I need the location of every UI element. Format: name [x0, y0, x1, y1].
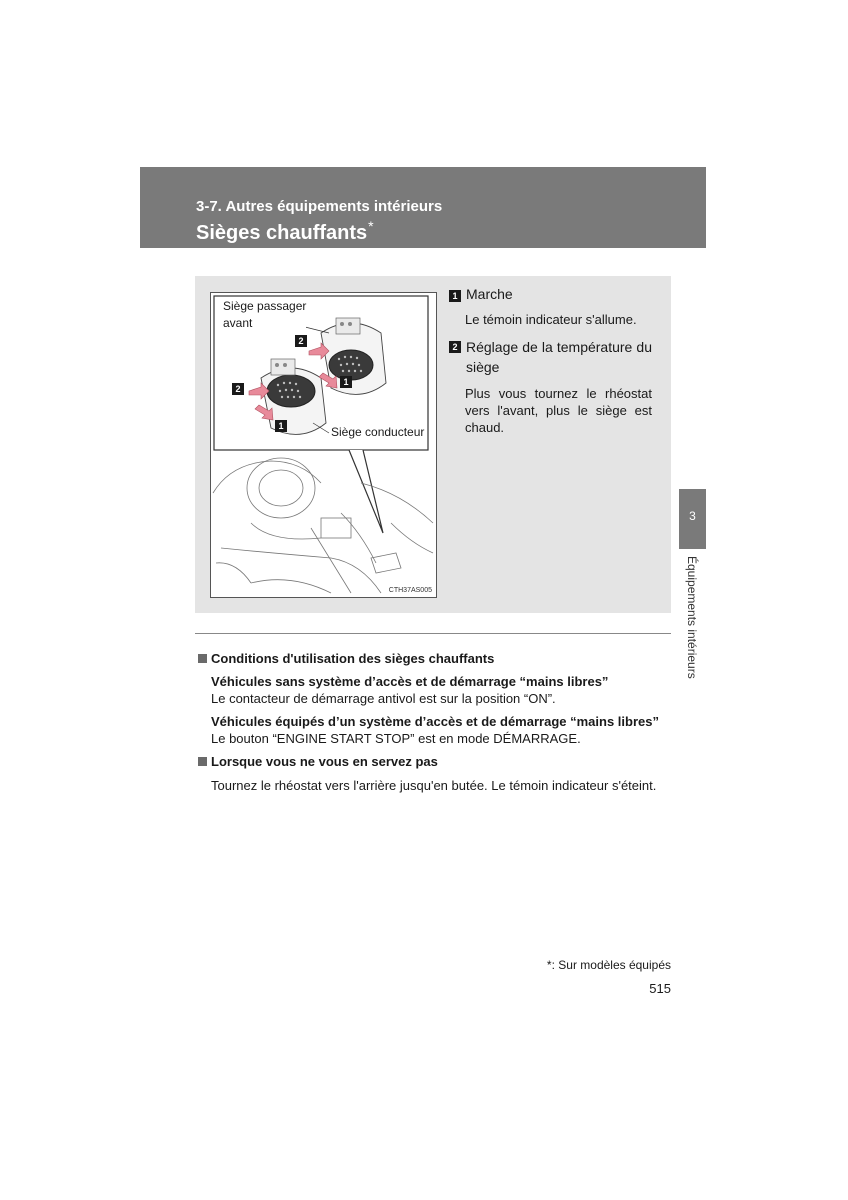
not-in-use-heading	[198, 753, 666, 770]
conditions-heading-text: Conditions d'utilisation des sièges chauffants	[211, 651, 495, 666]
legend-badge-1: 1	[449, 290, 461, 302]
callout-2-driver: 2	[232, 383, 244, 395]
divider	[195, 633, 671, 634]
callout-1-passenger: 1	[340, 376, 352, 388]
square-bullet-icon	[198, 757, 207, 766]
conditions-heading	[198, 650, 666, 667]
label-passenger-seat	[223, 298, 306, 332]
conditions-sub2-text: Le bouton “ENGINE START STOP” est en mode DÉMARRAGE.	[211, 731, 581, 746]
callout-pointer	[349, 450, 383, 533]
legend	[449, 286, 652, 436]
not-in-use-text: Tournez le rhéostat vers l'arrière jusqu'en butée. Le témoin indicateur s'éteint.	[211, 778, 657, 793]
not-in-use-heading-text: Lorsque vous ne vous en servez pas	[211, 754, 438, 769]
chapter-number: 3	[689, 509, 696, 523]
legend-desc-1: Le témoin indicateur s'allume.	[465, 312, 637, 327]
chapter-tab	[679, 489, 706, 549]
square-bullet-icon	[198, 654, 207, 663]
footnote: *: Sur modèles équipés	[546, 958, 671, 972]
notes	[198, 650, 666, 794]
legend-title-1: Marche	[466, 286, 513, 302]
legend-item-2	[449, 337, 652, 377]
footnote-mark: *	[368, 218, 374, 234]
label-passenger-line2: avant	[223, 316, 253, 330]
figure-code: CTH37AS005	[388, 587, 432, 594]
section-title: 3-7. Autres équipements intérieurs	[196, 198, 443, 215]
page-number: 515	[649, 981, 671, 996]
legend-item-1	[449, 286, 652, 302]
legend-title-2: Réglage de la température du siège	[466, 339, 652, 375]
cabin-background	[213, 458, 433, 593]
chapter-label-text: Équipements intérieurs	[685, 556, 699, 679]
conditions-sub1-title: Véhicules sans système d’accès et de démarrage “mains libres”	[211, 674, 609, 689]
figure-panel	[195, 276, 671, 613]
label-passenger-line1: Siège passager	[223, 299, 307, 313]
page-title-text: Sièges chauffants	[196, 222, 368, 244]
legend-desc-2: Plus vous tournez le rhéostat vers l'avant, plus le siège est chaud.	[465, 386, 652, 435]
conditions-sub1-text: Le contacteur de démarrage antivol est sur la position “ON”.	[211, 691, 556, 706]
callout-1-driver: 1	[275, 420, 287, 432]
page-title	[196, 218, 374, 245]
conditions-sub2-title: Véhicules équipés d’un système d’accès et de démarrage “mains libres”	[211, 714, 659, 729]
label-driver-seat: Siège conducteur	[331, 425, 425, 439]
console-drawing	[211, 293, 436, 597]
heated-seat-illustration	[210, 292, 437, 598]
legend-badge-2: 2	[449, 341, 461, 353]
header-band	[140, 167, 706, 248]
callout-2-passenger: 2	[295, 335, 307, 347]
